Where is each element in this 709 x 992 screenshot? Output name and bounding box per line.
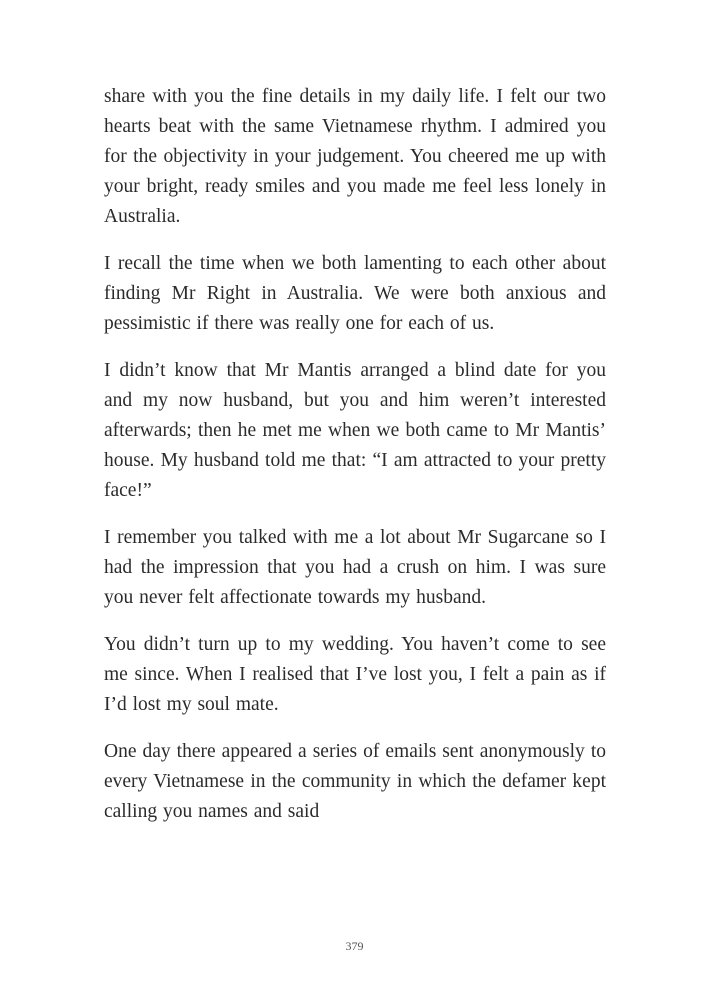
page-number: 379: [345, 939, 364, 953]
body-text: [104, 82, 606, 844]
paragraph: One day there appeared a series of emails sent anonymously to every Vietnamese in the community in which the defamer kept calling you names and said: [104, 741, 606, 822]
paragraph: You didn’t turn up to my wedding. You haven’t come to see me since. When I realised that I’ve lost you, I felt a pain as if I’d lost my soul mate.: [104, 634, 606, 715]
paragraph: I didn’t know that Mr Mantis arranged a blind date for you and my now husband, but you and him weren’t interested afterwards; then he met me when we both came to Mr Mantis’ house. My husband told me that: “I am attracted to your pretty face!”: [104, 360, 606, 501]
paragraph: I remember you talked with me a lot about Mr Sugarcane so I had the impression that you had a crush on him. I was sure you never felt affectionate towards my husband.: [104, 527, 606, 608]
paragraph: I recall the time when we both lamenting to each other about finding Mr Right in Australia. We were both anxious and pessimistic if there was really one for each of us.: [104, 253, 606, 334]
paragraph: share with you the fine details in my daily life. I felt our two hearts beat with the same Vietnamese rhythm. I admired you for the objectivity in your judgement. You cheered me up with your bright, ready smiles and you made me feel less lonely in Australia.: [104, 86, 606, 227]
